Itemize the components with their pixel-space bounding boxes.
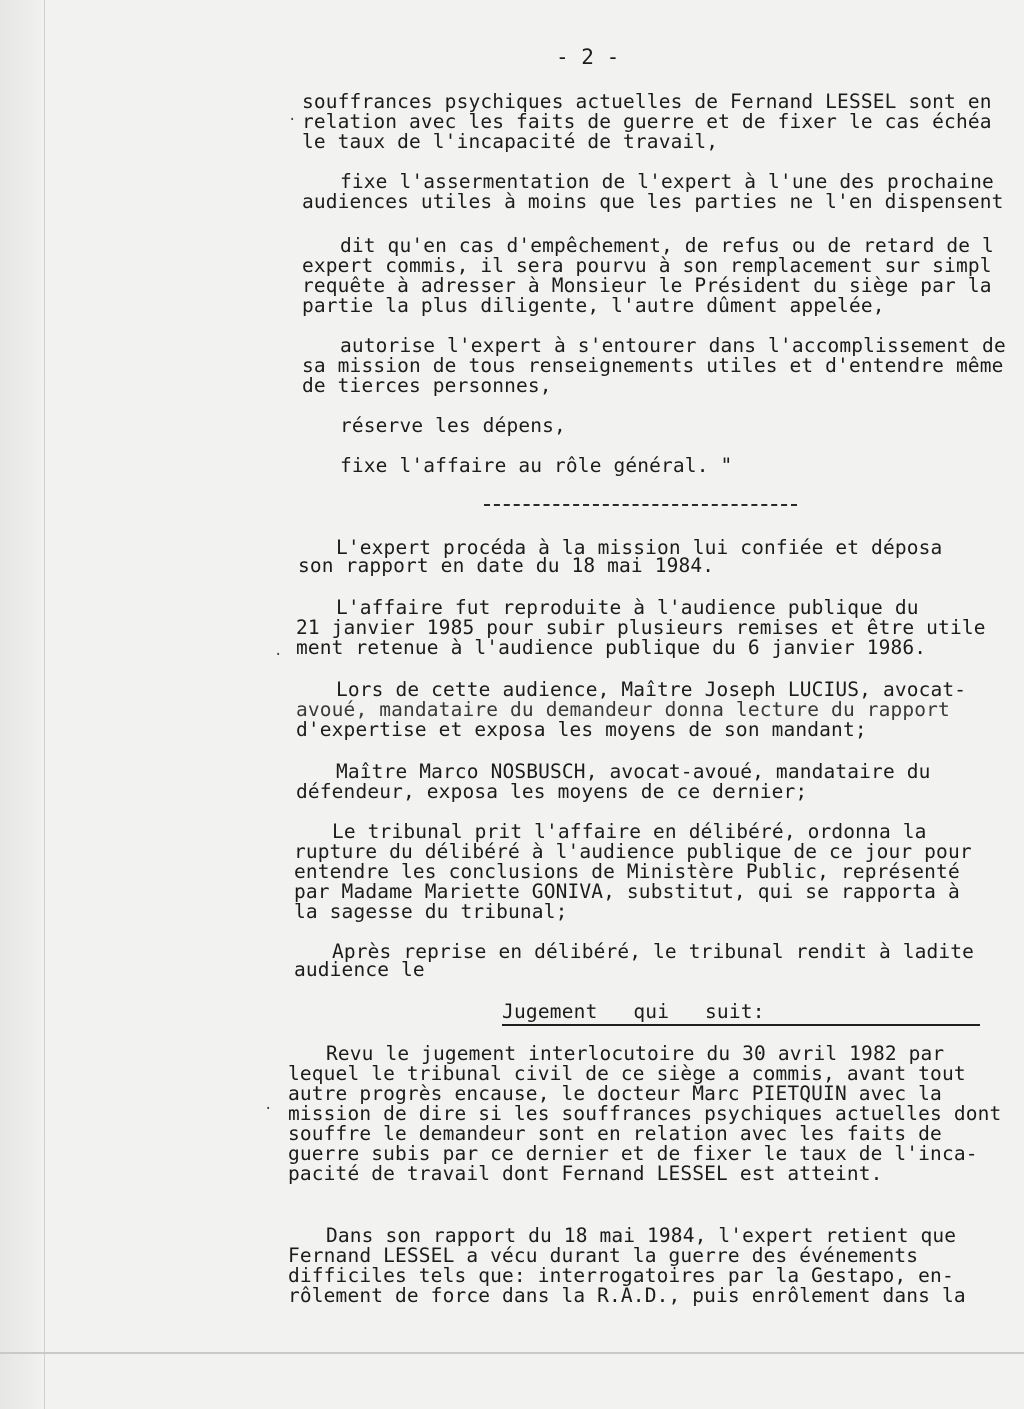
- text-line: 21 janvier 1985 pour subir plusieurs remises et être utile: [296, 616, 986, 639]
- text-line: rupture du délibéré à l'audience publique de ce jour pour: [294, 840, 972, 863]
- text-line: Revu le jugement interlocutoire du 30 avril 1982 par: [326, 1042, 945, 1065]
- margin-dot-mark: ·: [274, 647, 283, 663]
- text-line: par Madame Mariette GONIVA, substitut, qui se rapporta à: [294, 880, 960, 903]
- text-line: son rapport en date du 18 mai 1984.: [298, 554, 715, 577]
- text-line: de tierces personnes,: [302, 374, 552, 397]
- judgment-heading-underline: [502, 1024, 980, 1026]
- text-line: réserve les dépens,: [340, 414, 566, 437]
- text-line: autorise l'expert à s'entourer dans l'accomplissement de: [340, 334, 1006, 357]
- text-line: Fernand LESSEL a vécu durant la guerre des événements: [288, 1244, 919, 1267]
- text-line: Le tribunal prit l'affaire en délibéré, ordonna la: [332, 820, 927, 843]
- text-line: pacité de travail dont Fernand LESSEL est atteint.: [288, 1162, 883, 1185]
- text-line: audiences utiles à moins que les parties ne l'en dispensent: [302, 190, 1004, 213]
- text-line: relation avec les faits de guerre et de fixer le cas échéa: [302, 110, 992, 133]
- text-line: mission de dire si les souffrances psychiques actuelles dont: [288, 1102, 1002, 1125]
- text-line: souffrances psychiques actuelles de Fernand LESSEL sont en: [302, 90, 992, 113]
- text-line: le taux de l'incapacité de travail,: [302, 130, 719, 153]
- text-line: L'expert procéda à la mission lui confiée et déposa: [336, 536, 943, 559]
- margin-dot-mark: ·: [264, 1101, 273, 1117]
- text-line: entendre les conclusions de Ministère Public, représenté: [294, 860, 960, 883]
- page-number: - 2 -: [556, 45, 620, 69]
- text-line: Maître Marco NOSBUSCH, avocat-avoué, mandataire du: [336, 760, 931, 783]
- section-separator: [484, 504, 797, 506]
- margin-dot-mark: ·: [288, 112, 297, 128]
- text-line: d'expertise et exposa les moyens de son mandant;: [296, 718, 867, 741]
- text-line: guerre subis par ce dernier et de fixer le taux de l'inca-: [288, 1142, 978, 1165]
- text-line: dit qu'en cas d'empêchement, de refus ou de retard de l: [340, 234, 994, 257]
- text-line: fixe l'affaire au rôle général. ": [340, 454, 733, 477]
- text-line: lequel le tribunal civil de ce siège a commis, avant tout: [288, 1062, 966, 1085]
- text-line: Dans son rapport du 18 mai 1984, l'expert retient que: [326, 1224, 957, 1247]
- text-line: expert commis, il sera pourvu à son remplacement sur simpl: [302, 254, 992, 277]
- judgment-heading-text: Jugement qui suit:: [502, 1000, 765, 1023]
- text-line: ment retenue à l'audience publique du 6 janvier 1986.: [296, 636, 927, 659]
- text-line: L'affaire fut reproduite à l'audience publique du: [336, 596, 919, 619]
- text-line: sa mission de tous renseignements utiles et d'entendre même: [302, 354, 1004, 377]
- text-line: difficiles tels que: interrogatoires par la Gestapo, en-: [288, 1264, 954, 1287]
- text-line: autre progrès encause, le docteur Marc PIETQUIN avec la: [288, 1082, 942, 1105]
- text-line: rôlement de force dans la R.A.D., puis enrôlement dans la: [288, 1284, 966, 1307]
- text-line: défendeur, exposa les moyens de ce dernier;: [296, 780, 808, 803]
- text-line: souffre le demandeur sont en relation avec les faits de: [288, 1122, 942, 1145]
- judgment-heading: [502, 1002, 980, 1026]
- text-line: Lors de cette audience, Maître Joseph LUCIUS, avocat-: [336, 678, 967, 701]
- text-line: requête à adresser à Monsieur le Président du siège par la: [302, 274, 992, 297]
- text-line: partie la plus diligente, l'autre dûment appelée,: [302, 294, 885, 317]
- text-line: audience le: [294, 958, 425, 981]
- text-line: fixe l'assermentation de l'expert à l'une des prochaine: [340, 170, 994, 193]
- text-line: la sagesse du tribunal;: [294, 900, 568, 923]
- text-line: Après reprise en délibéré, le tribunal rendit à ladite: [332, 940, 975, 963]
- text-line: avoué, mandataire du demandeur donna lecture du rapport: [296, 698, 950, 721]
